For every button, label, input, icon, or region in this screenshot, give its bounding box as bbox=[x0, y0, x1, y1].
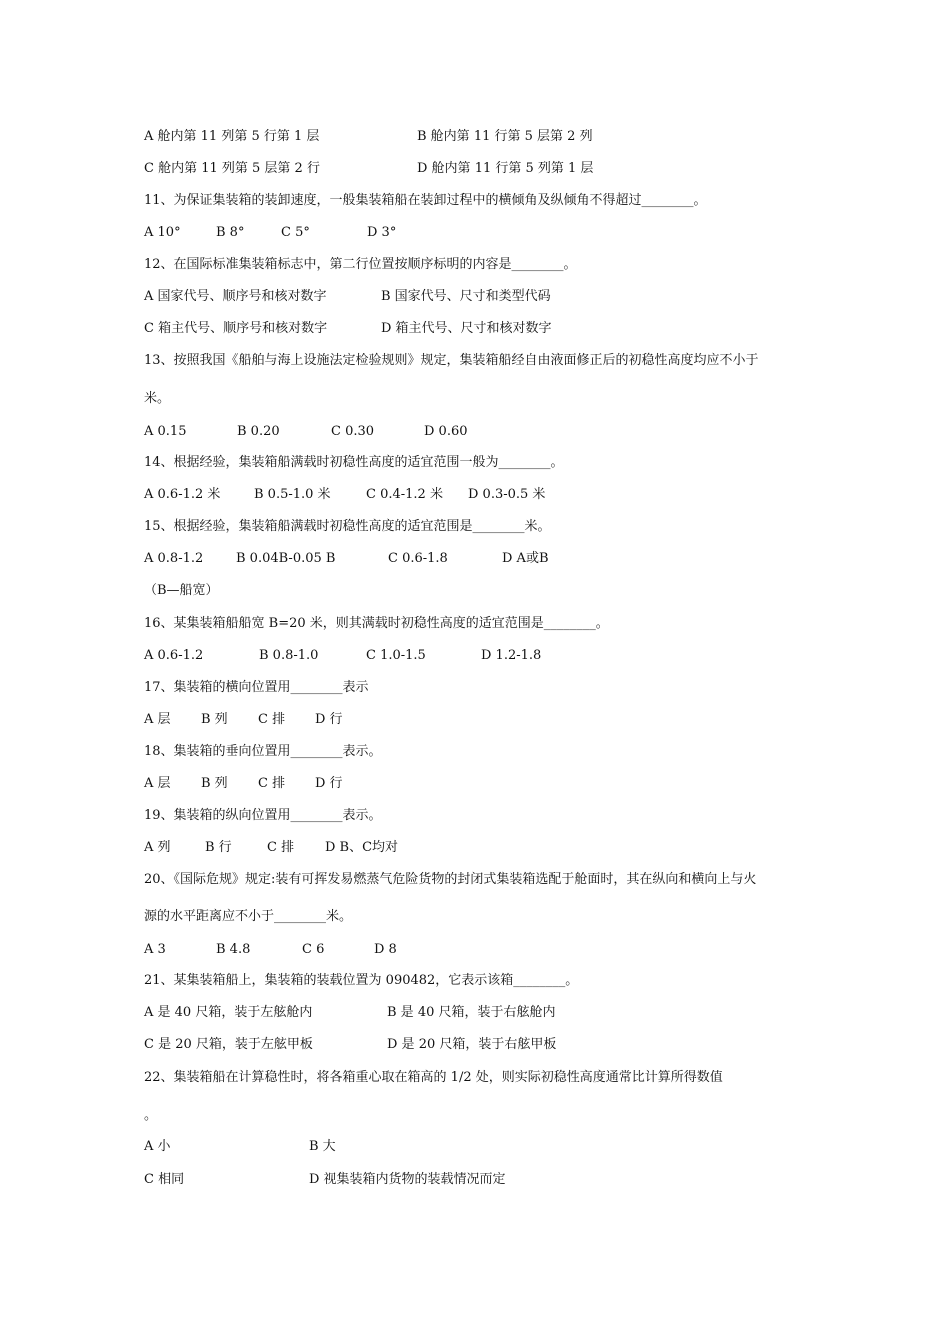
answer-option: D 行 bbox=[315, 776, 343, 791]
question-text: 15、根据经验，集装箱船满载时初稳性高度的适宜范围是________米。 bbox=[144, 519, 551, 534]
answer-option: D A或B bbox=[502, 551, 549, 566]
answer-option: C 0.6-1.8 bbox=[388, 551, 448, 566]
question-text: 13、按照我国《船舶与海上设施法定检验规则》规定，集装箱船经自由液面修正后的初稳性高度均应不小于 bbox=[144, 353, 759, 368]
question-text: 18、集装箱的垂向位置用________表示。 bbox=[144, 744, 382, 759]
answer-option: B 0.8-1.0 bbox=[259, 648, 319, 663]
question-text: 。 bbox=[144, 1108, 158, 1123]
question-text: 12、在国际标准集装箱标志中，第二行位置按顺序标明的内容是________。 bbox=[144, 257, 577, 272]
answer-option: D 3° bbox=[367, 225, 397, 240]
question-text: 14、根据经验，集装箱船满载时初稳性高度的适宜范围一般为________。 bbox=[144, 455, 564, 470]
answer-option: D 是 20 尺箱，装于右舷甲板 bbox=[387, 1037, 557, 1052]
question-text: 16、某集装箱船船宽 B=20 米，则其满载时初稳性高度的适宜范围是________。 bbox=[144, 616, 609, 631]
answer-option: A 3 bbox=[144, 942, 166, 957]
answer-option: D B、C均对 bbox=[325, 840, 399, 855]
answer-option: A 0.6-1.2 米 bbox=[144, 487, 221, 502]
question-text: 21、某集装箱船上，集装箱的装载位置为 090482，它表示该箱________。 bbox=[144, 973, 579, 988]
answer-option: D 箱主代号、尺寸和核对数字 bbox=[381, 321, 552, 336]
answer-option: C 0.4-1.2 米 bbox=[366, 487, 443, 502]
answer-option: A 0.8-1.2 bbox=[144, 551, 204, 566]
answer-option: B 0.5-1.0 米 bbox=[254, 487, 331, 502]
answer-option: B 4.8 bbox=[216, 942, 251, 957]
question-text: 17、集装箱的横向位置用________表示 bbox=[144, 680, 369, 695]
question-text: （B—船宽） bbox=[144, 583, 219, 598]
answer-option: D 1.2-1.8 bbox=[481, 648, 542, 663]
answer-option: D 视集装箱内货物的装载情况而定 bbox=[309, 1172, 506, 1187]
answer-option: A 小 bbox=[144, 1139, 171, 1154]
answer-option: C 排 bbox=[267, 840, 295, 855]
answer-option: B 列 bbox=[201, 712, 228, 727]
question-text: 20、《国际危规》规定:装有可挥发易燃蒸气危险货物的封闭式集装箱选配于舱面时，其在纵向和横向上与火 bbox=[144, 872, 757, 887]
answer-option: A 层 bbox=[144, 776, 171, 791]
answer-option: C 6 bbox=[302, 942, 325, 957]
answer-option: B 列 bbox=[201, 776, 228, 791]
answer-option: D 行 bbox=[315, 712, 343, 727]
answer-option: D 舱内第 11 行第 5 列第 1 层 bbox=[417, 161, 594, 176]
answer-option: D 0.60 bbox=[424, 424, 468, 439]
answer-option: D 8 bbox=[374, 942, 397, 957]
answer-option: C 是 20 尺箱，装于左舷甲板 bbox=[144, 1037, 313, 1052]
answer-option: A 层 bbox=[144, 712, 171, 727]
question-text: 19、集装箱的纵向位置用________表示。 bbox=[144, 808, 382, 823]
answer-option: A 0.15 bbox=[144, 424, 187, 439]
answer-option: B 0.20 bbox=[237, 424, 280, 439]
answer-option: B 8° bbox=[216, 225, 245, 240]
answer-option: A 是 40 尺箱，装于左舷舱内 bbox=[144, 1005, 313, 1020]
answer-option: C 舱内第 11 列第 5 层第 2 行 bbox=[144, 161, 320, 176]
answer-option: B 0.04B-0.05 B bbox=[236, 551, 336, 566]
answer-option: A 列 bbox=[144, 840, 171, 855]
answer-option: C 箱主代号、顺序号和核对数字 bbox=[144, 321, 328, 336]
answer-option: B 舱内第 11 行第 5 层第 2 列 bbox=[417, 129, 593, 144]
answer-option: C 排 bbox=[258, 776, 286, 791]
answer-option: C 相同 bbox=[144, 1172, 185, 1187]
answer-option: A 0.6-1.2 bbox=[144, 648, 204, 663]
answer-option: D 0.3-0.5 米 bbox=[468, 487, 546, 502]
question-text: 11、为保证集装箱的装卸速度，一般集装箱船在装卸过程中的横倾角及纵倾角不得超过________。 bbox=[144, 193, 707, 208]
answer-option: B 行 bbox=[205, 840, 232, 855]
answer-option: C 排 bbox=[258, 712, 286, 727]
answer-option: C 5° bbox=[281, 225, 310, 240]
question-text: 源的水平距离应不小于________米。 bbox=[144, 909, 353, 924]
answer-option: B 国家代号、尺寸和类型代码 bbox=[381, 289, 551, 304]
answer-option: B 是 40 尺箱，装于右舷舱内 bbox=[387, 1005, 556, 1020]
answer-option: A 国家代号、顺序号和核对数字 bbox=[144, 289, 327, 304]
answer-option: A 10° bbox=[144, 225, 181, 240]
answer-option: C 1.0-1.5 bbox=[366, 648, 426, 663]
question-text: 22、集装箱船在计算稳性时，将各箱重心取在箱高的 1/2 处，则实际初稳性高度通常比计算所得数值 bbox=[144, 1070, 723, 1085]
answer-option: C 0.30 bbox=[331, 424, 375, 439]
answer-option: B 大 bbox=[309, 1139, 336, 1154]
answer-option: A 舱内第 11 列第 5 行第 1 层 bbox=[144, 129, 320, 144]
question-text: 米。 bbox=[144, 391, 171, 406]
